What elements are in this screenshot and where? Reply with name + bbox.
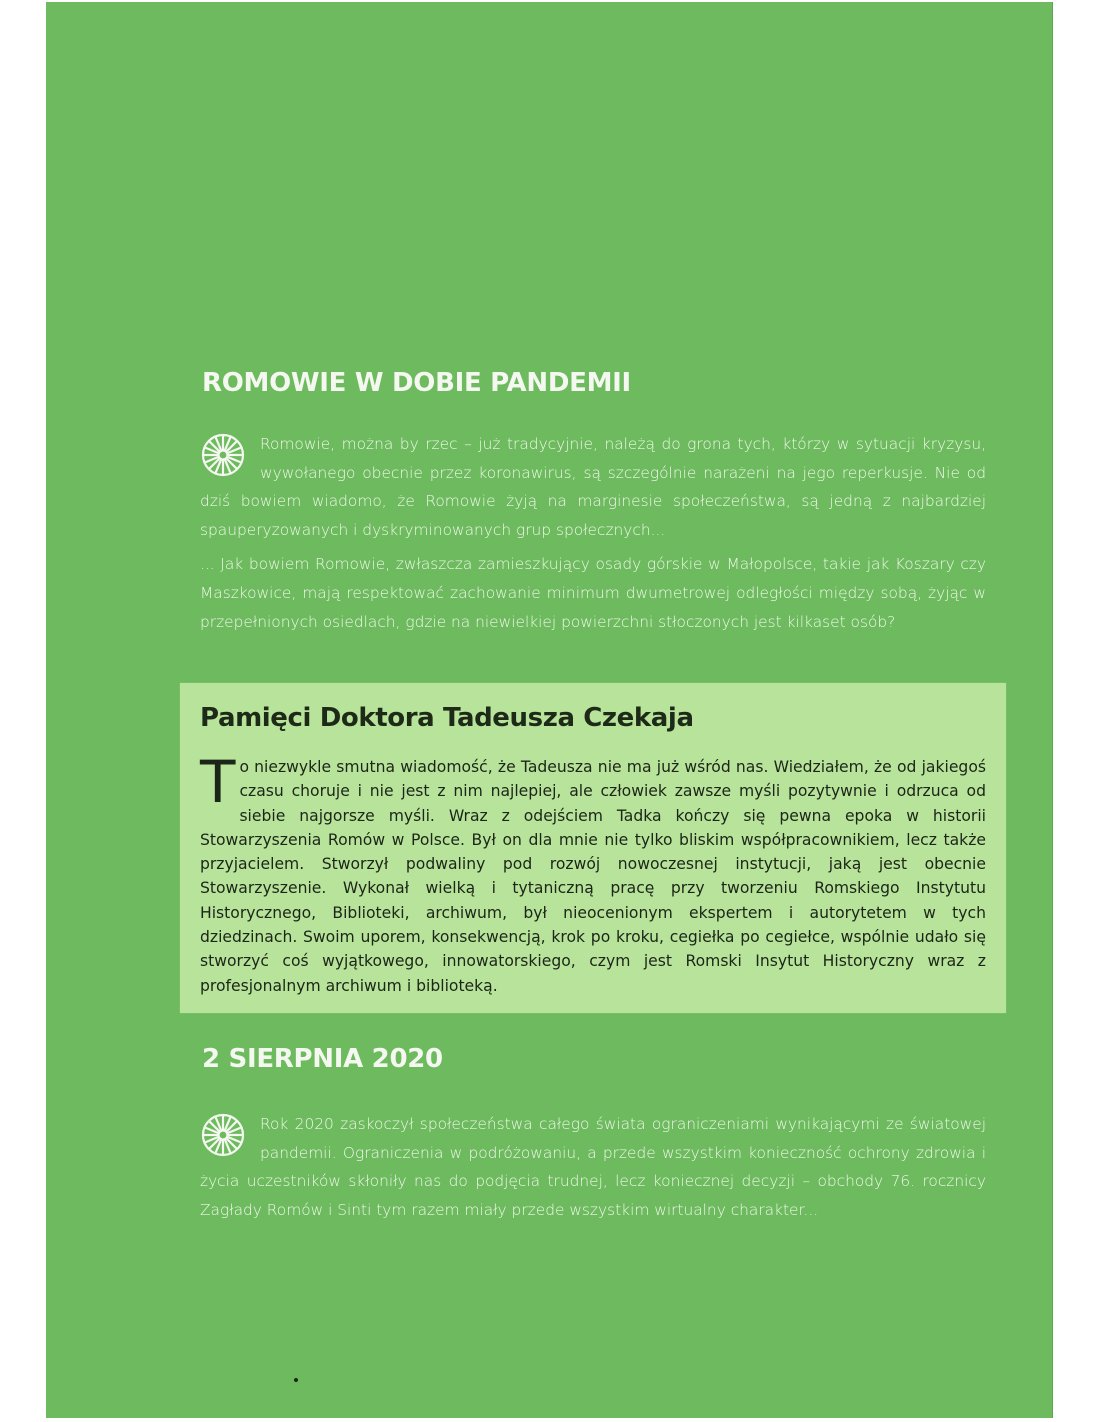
section-heading-date: 2 SIERPNIA 2020: [202, 1044, 443, 1074]
section-pandemic-body: [200, 430, 986, 636]
memorial-body: [200, 748, 986, 998]
print-speck: [294, 1378, 298, 1382]
memorial-dropcap: T: [200, 748, 236, 816]
memorial-box: [180, 683, 1006, 1013]
pandemic-paragraph-1: Romowie, można by rzec – już tradycyjnie, należą do grona tych, którzy w sytuacji kryzysu, wywołanego obecnie przez koronawirus, są szczególnie narażeni na jego reperkusje. Nie od dziś bowiem wiadomo, że Romowie żyją na marginesie społeczeństwa, są jedną z najbardziej spauperyzowanych i dyskryminowanych grup społecznych...: [200, 435, 986, 539]
section-date-body: [200, 1110, 986, 1224]
romani-wheel-icon: [200, 432, 246, 478]
memorial-title: Pamięci Doktora Tadeusza Czekaja: [200, 703, 694, 733]
date-paragraph-1: Rok 2020 zaskoczył społeczeństwa całego świata ograniczeniami wynikającymi ze światowej pandemii. Ograniczenia w podróżowaniu, a przede wszystkim konieczność ochrony zdrowia i życia uczestników skłoniły nas do podjęcia trudnej, lecz koniecznej decyzji – obchody 76. rocznicy Zagłady Romów i Sinti tym razem miały przede wszystkim wirtualny charakter...: [200, 1115, 986, 1219]
pandemic-paragraph-2: ... Jak bowiem Romowie, zwłaszcza zamieszkujący osady górskie w Małopolsce, takie jak Koszary czy Maszkowice, mają respektować zachowanie minimum dwumetrowej odległości między sobą, żyjąc w przepełnionych osiedlach, gdzie na niewielkiej powierzchni stłoczonych jest kilkaset osób?: [200, 555, 986, 631]
memorial-paragraph: o niezwykle smutna wiadomość, że Tadeusza nie ma już wśród nas. Wiedziałem, że od jakiegoś czasu choruje i nie jest z nim najlepiej, ale człowiek zawsze myśli pozytywnie i odrzuca od siebie najgorsze myśli. Wraz z odejściem Tadka kończy się pewna epoka w historii Stowarzyszenia Romów w Polsce. Był on dla mnie nie tylko bliskim współpracownikiem, lecz także przyjacielem. Stworzył podwaliny pod rozwój nowoczesnej instytucji, jaką jest obecnie Stowarzyszenie. Wykonał wielką i tytaniczną pracę przy tworzeniu Romskiego Instytutu Historycznego, Biblioteki, archiwum, był nieocenionym ekspertem i autorytetem w tych dziedzinach. Swoim uporem, konsekwencją, krok po kroku, cegiełka po cegiełce, wspólnie udało się stworzyć coś wyjątkowego, innowatorskiego, czym jest Romski Insytut Historyczny wraz z profesjonalnym archiwum i biblioteką.: [200, 758, 986, 995]
section-heading-pandemic: ROMOWIE W DOBIE PANDEMII: [202, 368, 631, 398]
romani-wheel-icon: [200, 1112, 246, 1158]
back-cover-page: [46, 2, 1052, 1418]
